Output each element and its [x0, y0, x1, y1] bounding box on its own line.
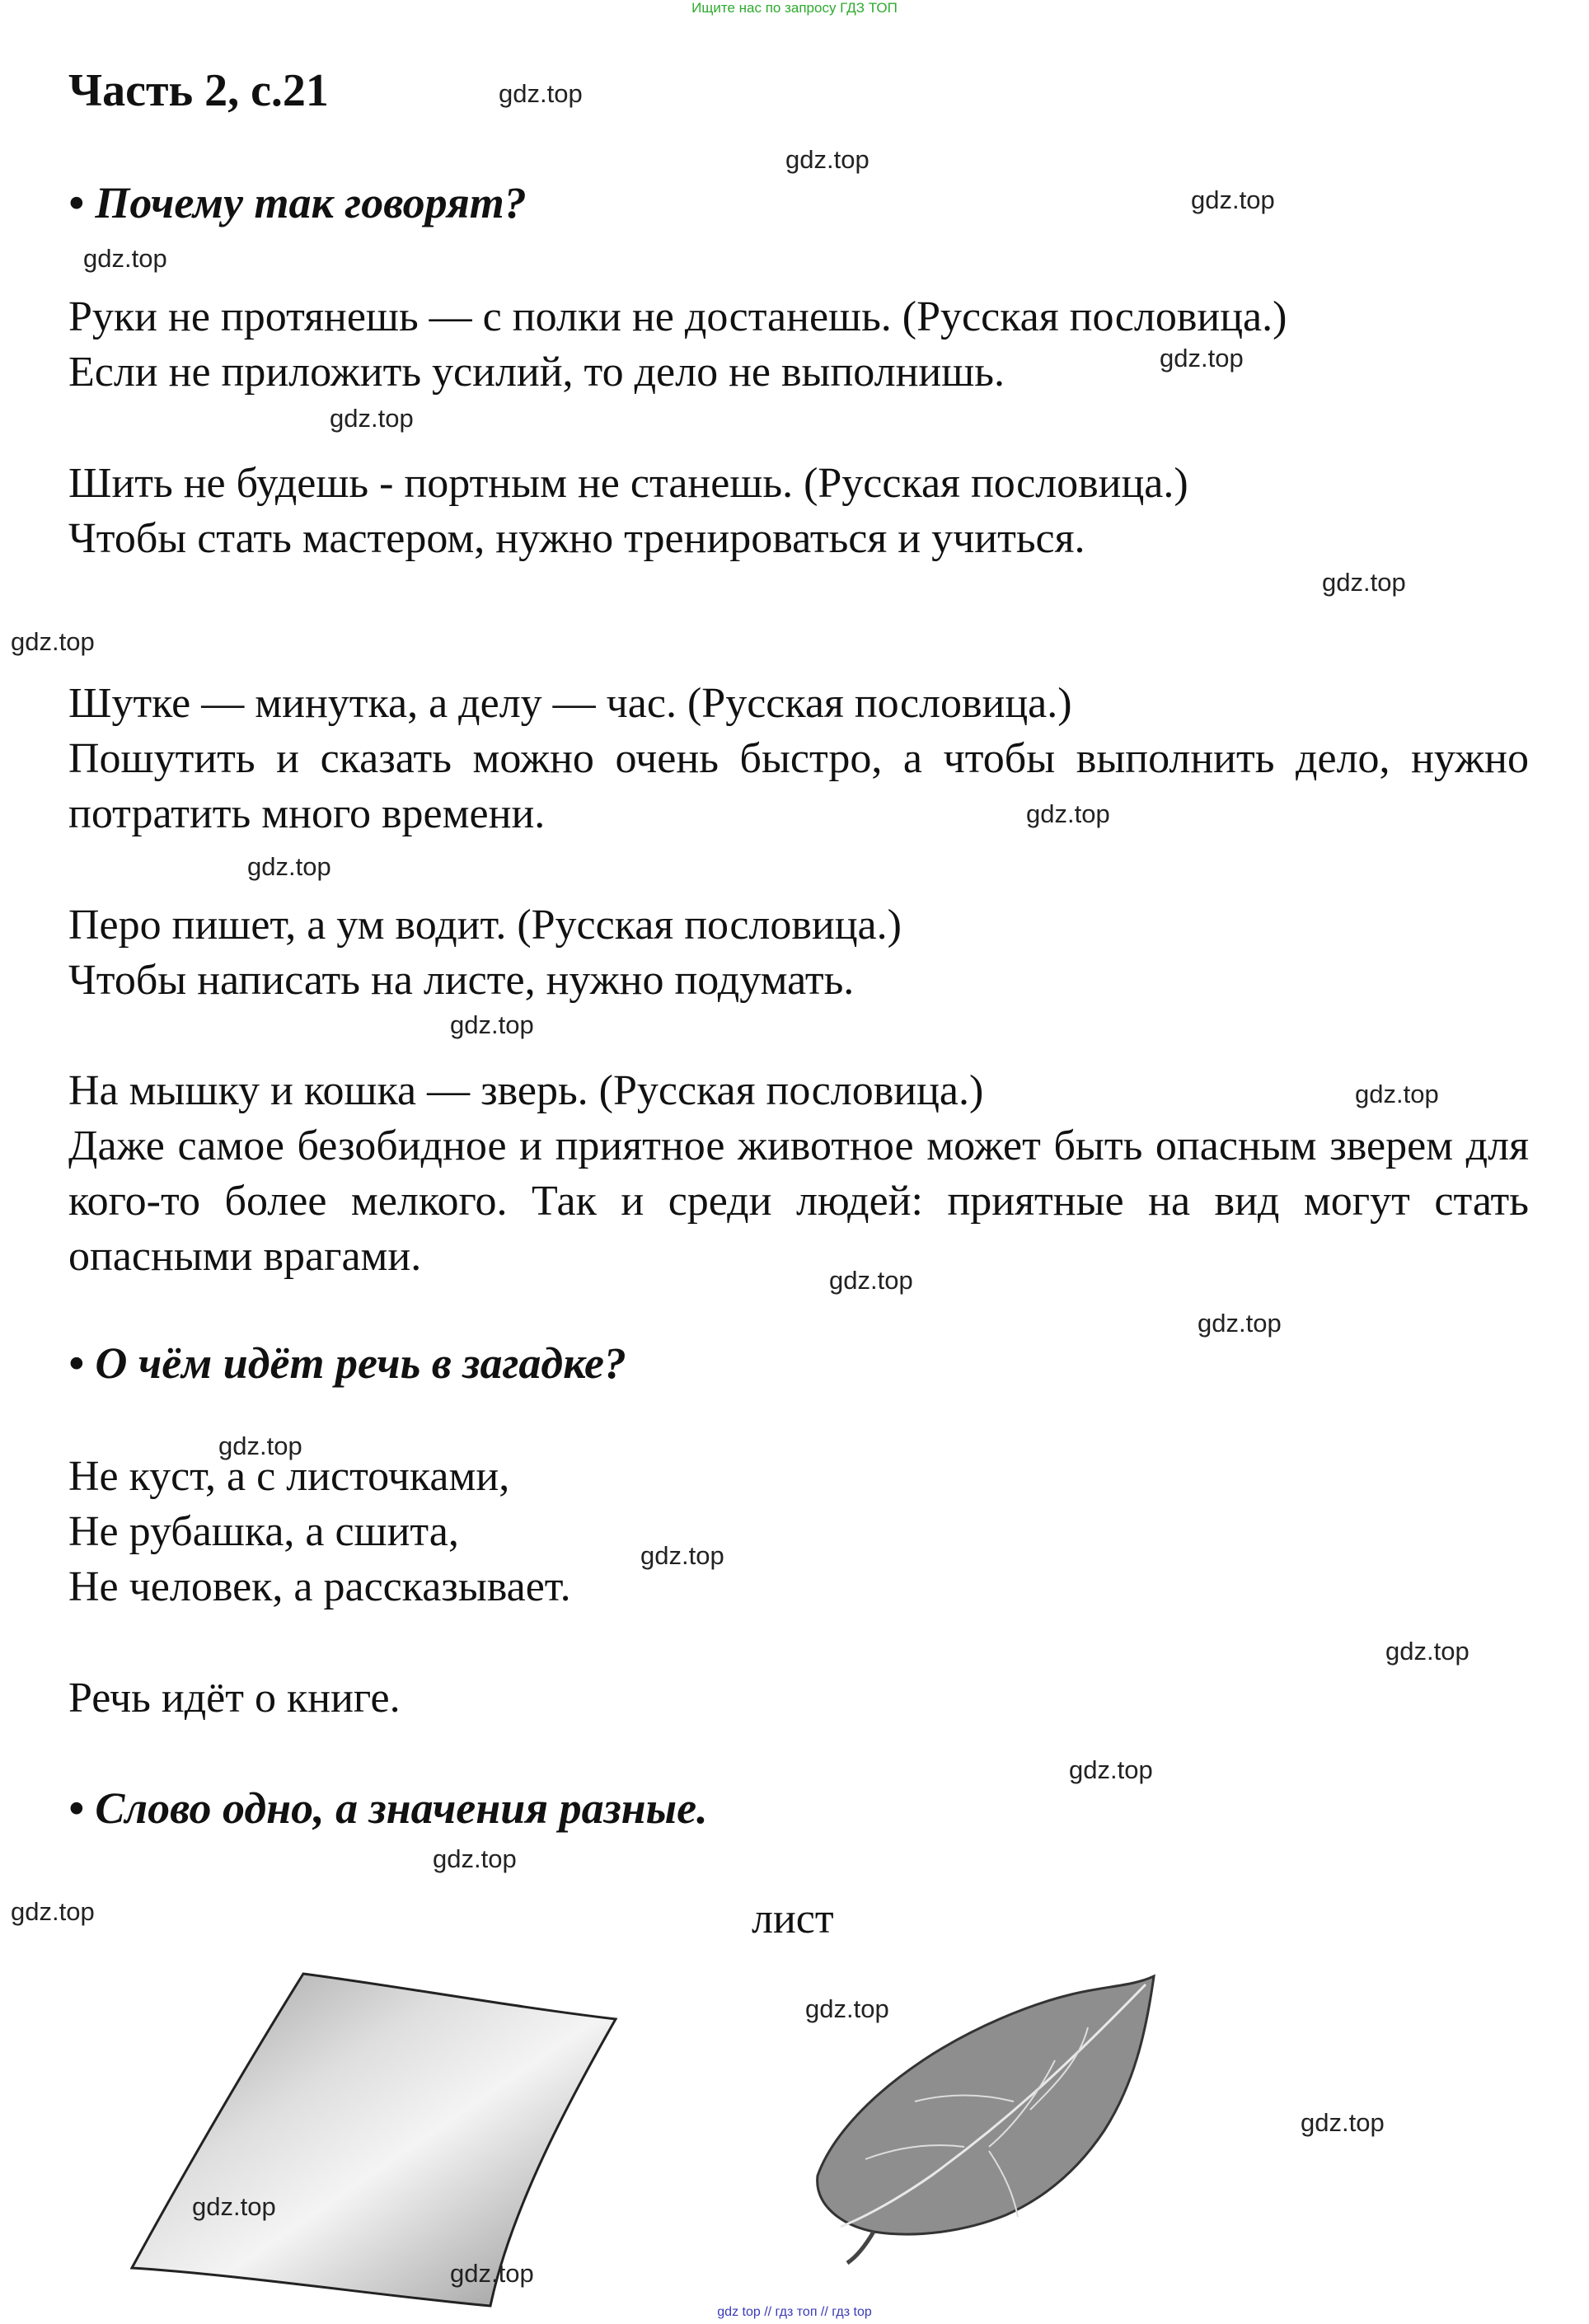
- watermark: gdz.top: [247, 852, 331, 881]
- riddle-answer: Речь идёт о книге.: [68, 1675, 401, 1722]
- watermark: gdz.top: [1355, 1080, 1439, 1108]
- watermark: gdz.top: [83, 244, 167, 273]
- watermark: gdz.top: [1160, 344, 1244, 372]
- meaning-5: Даже самое безобидное и приятное животное может быть опасным зверем для кого-то более мелкого. Так и среди людей: приятные на вид могут стать опасными врагами.: [68, 1122, 1529, 1280]
- section-heading-riddle: • О чём идёт речь в загадке?: [68, 1338, 626, 1388]
- section-heading-meanings: • Слово одно, а значения разные.: [68, 1783, 708, 1833]
- watermark: gdz.top: [1301, 2108, 1385, 2137]
- watermark: gdz.top: [433, 1844, 517, 1873]
- riddle-line-3: Не человек, а рассказывает.: [68, 1563, 571, 1610]
- watermark: gdz.top: [192, 2192, 276, 2221]
- meaning-4: Чтобы написать на листе, нужно подумать.: [68, 957, 855, 1004]
- watermark: gdz.top: [1191, 185, 1275, 214]
- meaning-3: Пошутить и сказать можно очень быстро, а чтобы выполнить дело, нужно потратить много времени.: [68, 735, 1529, 837]
- meaning-1: Если не приложить усилий, то дело не выполнишь.: [68, 349, 1005, 396]
- page-title: Часть 2, с.21: [68, 65, 329, 116]
- watermark: gdz.top: [829, 1266, 913, 1295]
- watermark: gdz.top: [1322, 568, 1406, 597]
- watermark: gdz.top: [11, 1897, 95, 1926]
- watermark: gdz.top: [1198, 1309, 1282, 1338]
- watermark: gdz.top: [450, 2259, 534, 2288]
- meaning-2: Чтобы стать мастером, нужно тренироваться и учиться.: [68, 515, 1085, 562]
- watermark: gdz.top: [785, 145, 869, 174]
- watermark: gdz.top: [218, 1431, 302, 1460]
- proverb-3: Шутке — минутка, а делу — час. (Русская пословица.): [68, 680, 1072, 727]
- watermark: gdz.top: [1069, 1755, 1153, 1784]
- watermark: gdz.top: [640, 1541, 724, 1570]
- watermark: gdz.top: [1385, 1637, 1469, 1666]
- watermark: gdz.top: [499, 79, 583, 108]
- watermark: gdz.top: [11, 627, 95, 656]
- riddle-line-1: Не куст, а с листочками,: [68, 1453, 510, 1500]
- footer-links[interactable]: gdz top // гдз топ // гдз top: [717, 2305, 872, 2319]
- proverb-2: Шить не будешь - портным не станешь. (Русская пословица.): [68, 460, 1188, 507]
- section-heading-why: • Почему так говорят?: [68, 178, 527, 227]
- proverb-1: Руки не протянешь — с полки не достанешь. (Русская пословица.): [68, 293, 1287, 340]
- watermark: gdz.top: [450, 1010, 534, 1039]
- top-banner[interactable]: Ищите нас по запросу ГДЗ ТОП: [691, 0, 898, 16]
- proverb-5: На мышку и кошка — зверь. (Русская пословица.): [68, 1067, 984, 1114]
- proverb-4: Перо пишет, а ум водит. (Русская пословица.): [68, 902, 902, 949]
- word-list: лист: [752, 1895, 834, 1942]
- paper-sheet-illustration: [124, 1961, 651, 2308]
- watermark: gdz.top: [805, 1994, 889, 2023]
- watermark: gdz.top: [1026, 799, 1110, 828]
- riddle-line-2: Не рубашка, а сшита,: [68, 1508, 459, 1555]
- watermark: gdz.top: [330, 404, 414, 433]
